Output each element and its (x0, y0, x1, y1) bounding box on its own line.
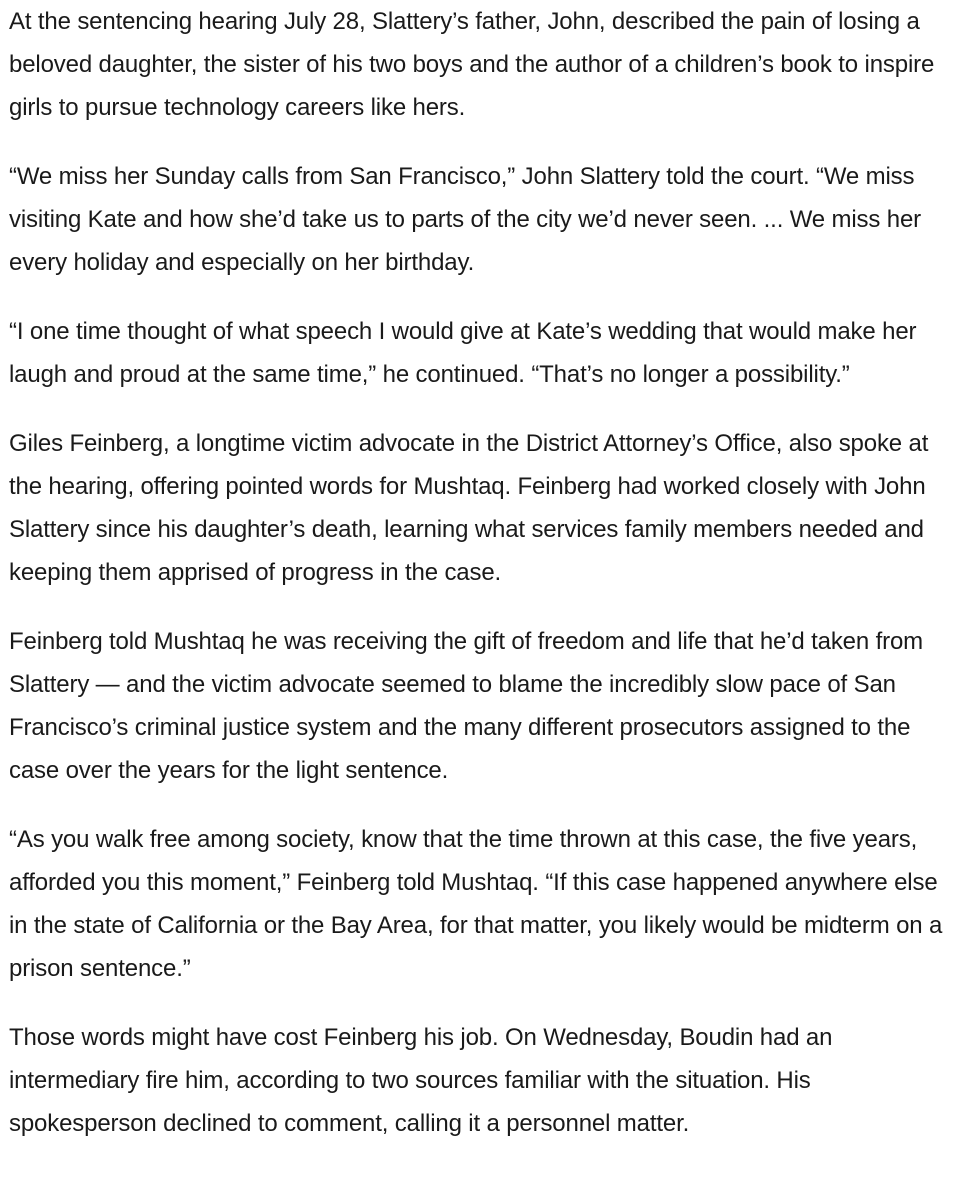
paragraph-giles-feinberg: Giles Feinberg, a longtime victim advocate in the District Attorney’s Office, also spoke at the hearing, offering pointed words for Mushtaq. Feinberg had worked closely with John Slattery since his daughter’s death, learning what services family members needed and keeping them apprised of progress in the case. (9, 430, 929, 586)
paragraph-sunday-calls-quote: “We miss her Sunday calls from San Francisco,” John Slattery told the court. “We miss visiting Kate and how she’d take us to parts of the city we’d never seen. ... We miss her every holiday and especially on her birthday. (9, 163, 921, 276)
paragraph-walk-free-quote: “As you walk free among society, know that the time thrown at this case, the five years, afforded you this moment,” Feinberg told Mushtaq. “If this case happened anywhere else in the state of California or the Bay Area, for that matter, you likely would be midterm on a prison sentence.” (9, 826, 943, 982)
paragraph-cost-job: Those words might have cost Feinberg his job. On Wednesday, Boudin had an intermediary fire him, according to two sources familiar with the situation. His spokesperson declined to comment, calling it a personnel matter. (9, 1024, 833, 1137)
paragraph-gift-of-freedom: Feinberg told Mushtaq he was receiving the gift of freedom and life that he’d taken from Slattery — and the victim advocate seemed to blame the incredibly slow pace of San Francisco’s criminal justice system and the many different prosecutors assigned to the case over the years for the light sentence. (9, 628, 923, 784)
article-body (9, 0, 961, 1171)
paragraph-wedding-speech-quote: “I one time thought of what speech I would give at Kate’s wedding that would make her laugh and proud at the same time,” he continued. “That’s no longer a possibility.” (9, 318, 917, 388)
paragraph-sentencing-hearing: At the sentencing hearing July 28, Slattery’s father, John, described the pain of losing a beloved daughter, the sister of his two boys and the author of a children’s book to inspire girls to pursue technology careers like hers. (9, 8, 935, 121)
